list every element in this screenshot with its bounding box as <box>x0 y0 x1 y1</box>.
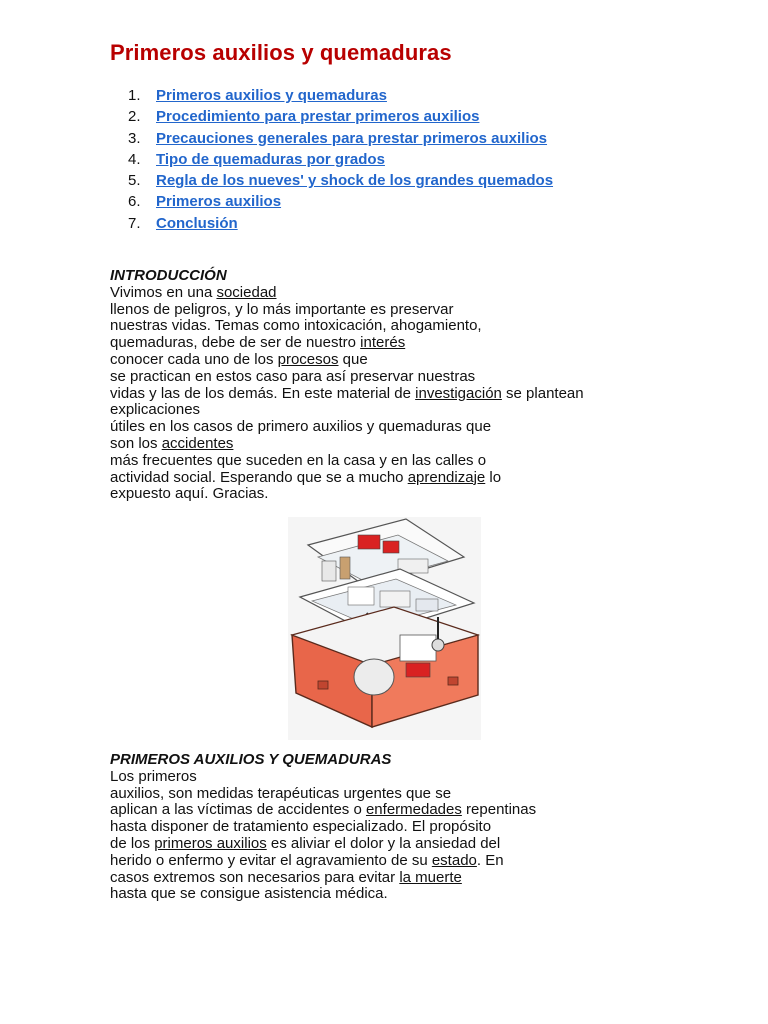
line-text: hasta que se consigue asistencia médica. <box>110 885 388 903</box>
inline-link[interactable]: aprendizaje <box>407 468 486 486</box>
text-line <box>110 352 584 369</box>
line-text: actividad social. Esperando que se a mucho <box>110 468 408 486</box>
toc-item-number: 2. <box>128 108 141 126</box>
introduction-heading: INTRODUCCIÓN <box>110 267 227 284</box>
toc-item <box>128 128 553 149</box>
section-heading: PRIMEROS AUXILIOS Y QUEMADURAS <box>110 751 392 768</box>
inline-link[interactable]: enfermedades <box>365 801 462 819</box>
first-aid-kit-image <box>288 517 481 740</box>
line-text: aplican a las víctimas de accidentes o <box>110 801 366 819</box>
text-line <box>110 386 584 403</box>
toc-item <box>128 149 553 170</box>
text-line <box>110 486 584 503</box>
inline-link[interactable]: estado <box>431 851 477 869</box>
toc-item <box>128 191 553 212</box>
line-text: se practican en estos caso para así preservar nuestras <box>110 367 476 385</box>
toc-link[interactable]: Procedimiento para prestar primeros auxilios <box>156 108 480 126</box>
page-title: Primeros auxilios y quemaduras <box>110 40 452 65</box>
toc-link[interactable]: Tipo de quemaduras por grados <box>156 150 385 168</box>
toc-link[interactable]: Primeros auxilios <box>156 193 282 211</box>
line-text: que <box>338 350 368 368</box>
text-line <box>110 419 584 436</box>
introduction-section <box>110 268 584 503</box>
line-text: llenos de peligros, y lo más importante es preservar <box>110 300 454 318</box>
toc-item-number: 6. <box>128 193 141 211</box>
line-text: lo <box>485 468 502 486</box>
text-line <box>110 402 584 419</box>
line-text: Vivimos en una <box>110 283 217 301</box>
line-text: vidas y las de los demás. En este material de <box>110 384 416 402</box>
text-line <box>110 369 584 386</box>
text-line <box>110 819 536 836</box>
inline-link[interactable]: primeros auxilios <box>154 834 267 852</box>
line-text: casos extremos son necesarios para evitar <box>110 868 400 886</box>
line-text: nuestras vidas. Temas como intoxicación, ahogamiento, <box>110 317 482 335</box>
inline-link[interactable]: interés <box>360 334 406 352</box>
line-text: . En <box>476 851 504 869</box>
primeros-auxilios-section <box>110 752 536 903</box>
text-line <box>110 836 536 853</box>
line-text: explicaciones <box>110 401 201 419</box>
toc-item-number: 5. <box>128 172 141 190</box>
inline-link[interactable]: accidentes <box>161 434 234 452</box>
toc-item <box>128 106 553 127</box>
inline-link[interactable]: la muerte <box>399 868 462 886</box>
toc-link[interactable]: Precauciones generales para prestar primeros auxilios <box>156 129 548 147</box>
toc-link[interactable]: Conclusión <box>156 214 238 232</box>
line-text: se plantean <box>501 384 584 402</box>
line-text: expuesto aquí. Gracias. <box>110 485 269 503</box>
toc-link[interactable]: Primeros auxilios y quemaduras <box>156 87 387 104</box>
line-text: más frecuentes que suceden en la casa y en las calles o <box>110 451 487 469</box>
text-line <box>110 769 536 786</box>
text-line <box>110 285 584 302</box>
toc-item <box>128 85 553 106</box>
inline-link[interactable]: procesos <box>277 350 339 368</box>
inline-link[interactable]: sociedad <box>216 283 277 301</box>
text-line <box>110 470 584 487</box>
text-line <box>110 302 584 319</box>
text-line <box>110 802 536 819</box>
line-text: útiles en los casos de primero auxilios y quemaduras que <box>110 418 492 436</box>
text-line <box>110 786 536 803</box>
toc-item <box>128 170 553 191</box>
line-text: quemaduras, debe de ser de nuestro <box>110 334 361 352</box>
text-line <box>110 318 584 335</box>
toc-item-number: 4. <box>128 150 141 168</box>
table-of-contents <box>128 85 553 234</box>
inline-link[interactable]: investigación <box>415 384 502 402</box>
toc-item-number: 1. <box>128 87 141 104</box>
text-line <box>110 335 584 352</box>
toc-item-number: 3. <box>128 129 141 147</box>
toc-item-number: 7. <box>128 214 141 232</box>
line-text: son los <box>110 434 162 452</box>
line-text: repentinas <box>461 801 537 819</box>
line-text: auxilios, son medidas terapéuticas urgentes que se <box>110 784 452 802</box>
toc-link[interactable]: Regla de los nueves' y shock de los grandes quemados <box>156 172 554 190</box>
text-line <box>110 886 536 903</box>
text-line <box>110 436 584 453</box>
line-text: de los <box>110 834 155 852</box>
line-text: herido o enfermo y evitar el agravamiento de su <box>110 851 432 869</box>
line-text: hasta disponer de tratamiento especializado. El propósito <box>110 818 492 836</box>
line-text: conocer cada uno de los <box>110 350 278 368</box>
toc-item <box>128 213 553 234</box>
text-line <box>110 853 536 870</box>
line-text: Los primeros <box>110 767 197 785</box>
text-line <box>110 453 584 470</box>
line-text: es aliviar el dolor y la ansiedad del <box>266 834 501 852</box>
text-line <box>110 870 536 887</box>
